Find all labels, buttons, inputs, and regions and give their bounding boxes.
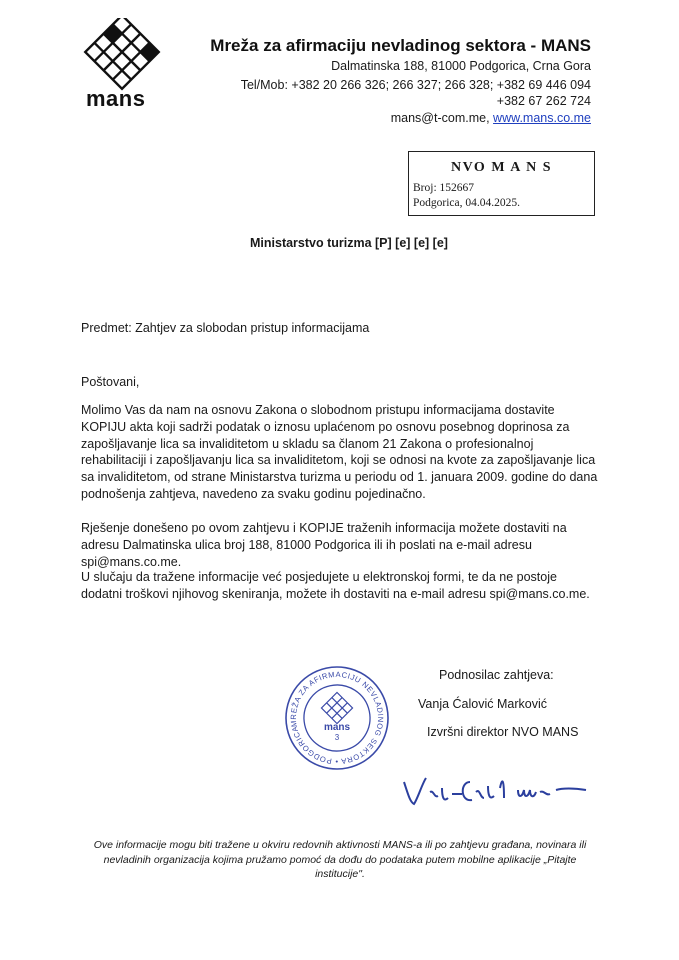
footer-note: Ove informacije mogu biti tražene u okviru redovnih aktivnosti MANS-a ili po zahtjevu građana, novinara ili nevladinih organizacija kojima pružamo pomoć da dođu do podataka putem mobilne aplikacije „Pitajte institucije".: [93, 839, 587, 880]
organization-title: Mreža za afirmaciju nevladinog sektora - MANS: [210, 36, 591, 55]
recipient: Ministarstvo turizma [P] [e] [e] [e]: [250, 236, 448, 250]
seal-ring-text: MREŽA ZA AFIRMACIJU NEVLADINOG SEKTORA • PODGORICA: [288, 669, 386, 767]
registry-title: NVO M A N S: [450, 160, 552, 175]
organization-website-link[interactable]: www.mans.co.me: [493, 111, 591, 125]
organization-seal: [283, 664, 391, 772]
organization-email[interactable]: mans@t-com.me,: [390, 111, 490, 125]
seal-number: 3: [334, 733, 340, 742]
greeting: Poštovani,: [81, 375, 140, 389]
applicant-role: Izvršni direktor NVO MANS: [427, 725, 579, 739]
applicant-name: Vanja Ćalović Marković: [418, 697, 547, 711]
organization-phones: Tel/Mob: +382 20 266 326; 266 327; 266 328; +382 69 446 094: [240, 78, 591, 92]
paragraph-electronic: U slučaju da tražene informacije već posjedujete u elektronskoj formi, te da ne postoje dodatni troškovi njihovog skeniranja, možete ih dostaviti na e-mail adresu spi@mans.co.me.: [81, 570, 590, 601]
svg-text:MREŽA ZA AFIRMACIJU NEVLADINOG: [283, 664, 391, 772]
registry-stamp-box: [408, 151, 595, 216]
organization-phone-2: +382 67 262 724: [496, 94, 591, 108]
seal-center-text: mans: [323, 722, 351, 733]
paragraph-delivery: Rješenje donešeno po ovom zahtjevu i KOPIJE traženih informacija možete dostaviti na adresu Dalmatinska ulica broj 188, 81000 Podgorica ili ih poslati na e-mail adresu spi@mans.co.me.: [81, 521, 567, 569]
registry-place-date: Podgorica, 04.04.2025.: [413, 197, 521, 209]
subject-line: Predmet: Zahtjev za slobodan pristup informacijama: [81, 321, 370, 335]
logo-wordmark: mans: [86, 86, 146, 111]
organization-contact: [391, 111, 591, 125]
registry-number: Broj: 152667: [413, 182, 475, 194]
paragraph-request: Molimo Vas da nam na osnovu Zakona o slobodnom pristupu informacijama dostavite KOPIJU akta koji sadrži podatak o iznosu uplaćenom po osnovu posebnog doprinosa za zapošljavanje lica sa invaliditetom u skladu sa članom 21 Zakona o profesionalnoj rehabilitaciji i zapošljavanju lica sa invaliditetom, koji se odnosi na kvote za zapošljavanje lica sa invaliditetom, od strane Ministarstva turizma u periodu od 1. januara 2009. godine do dana podnošenja zahtjeva, navedeno za svaku godinu pojedinačno.: [81, 403, 598, 501]
organization-address: Dalmatinska 188, 81000 Podgorica, Crna Gora: [331, 59, 591, 73]
applicant-label: Podnosilac zahtjeva:: [439, 668, 554, 682]
handwritten-signature: [400, 768, 590, 812]
